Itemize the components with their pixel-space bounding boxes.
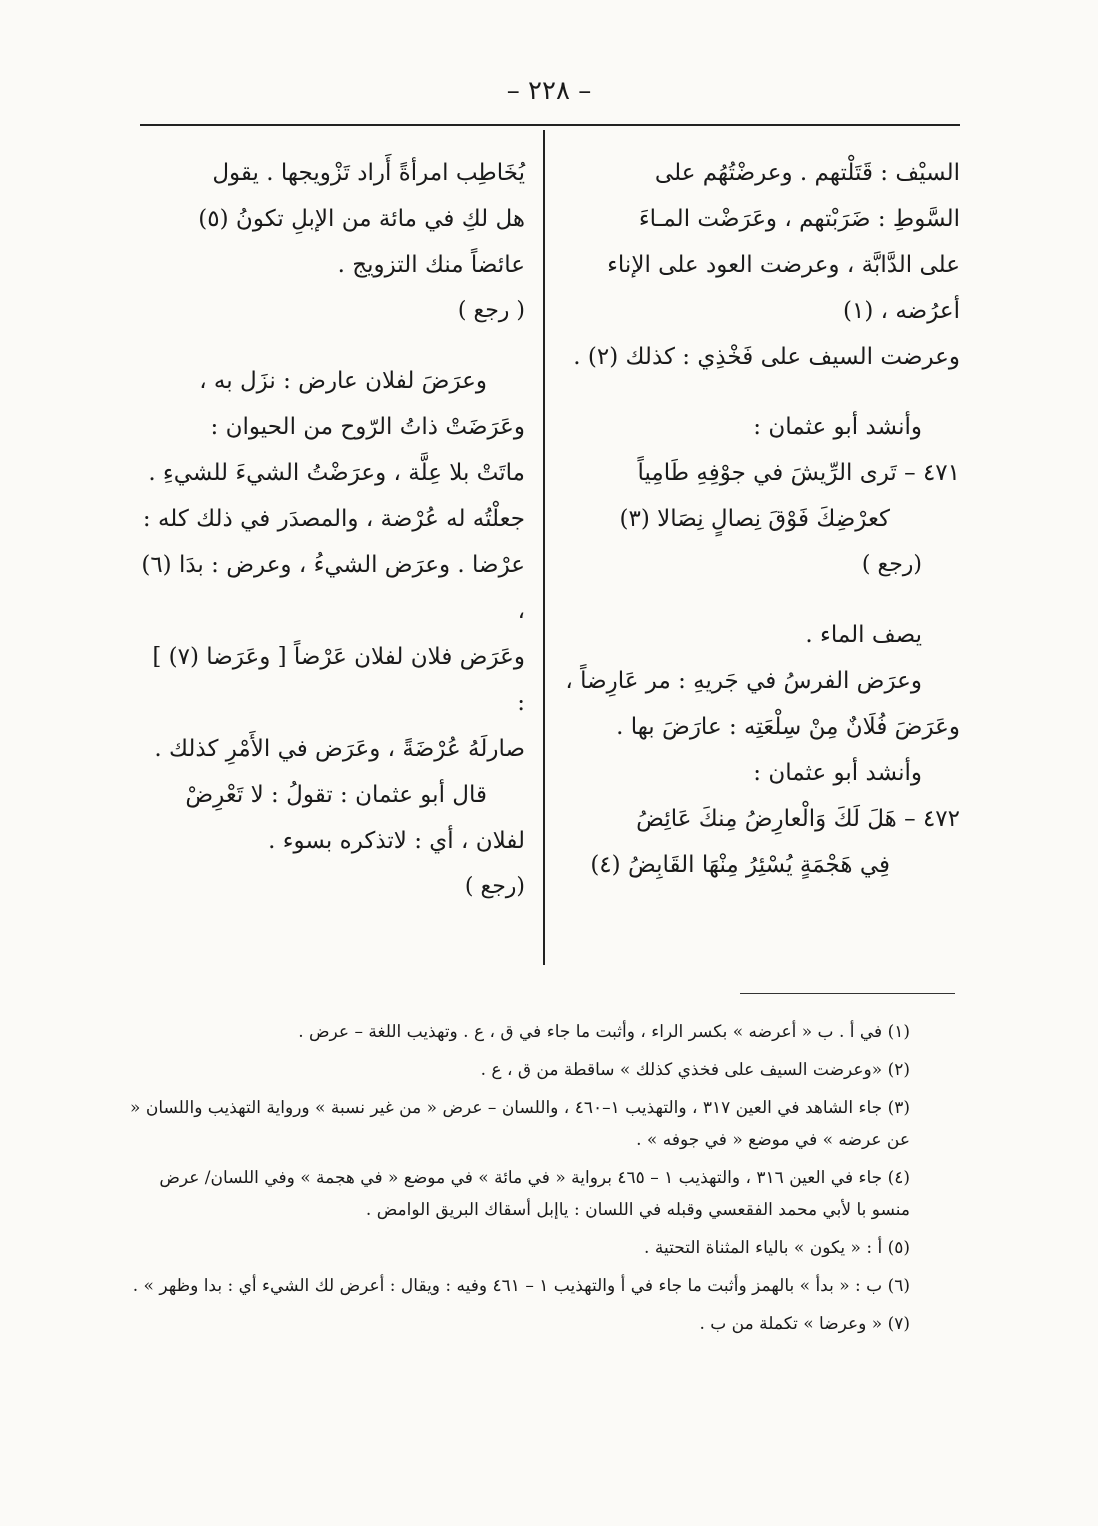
- text-line: هل لكِ في مائة من الإبلِ تكونُ (٥): [198, 206, 525, 232]
- text-line: ٤٧٢ – هَلَ لَكَ وَالْعارِضُ مِنكَ عَائِضُ: [636, 806, 960, 832]
- header-rule: [140, 124, 960, 126]
- spacer: [140, 334, 525, 358]
- page-number: – ٢٢٨ –: [506, 76, 592, 106]
- text-line: وعرَضَ لفلان عارض : نزَل به ،: [199, 368, 487, 394]
- text-line: ماتَتْ بلا عِلَّة ، وعرَضْتُ الشيءَ للشيءِ .: [148, 460, 525, 486]
- text-line: وعَرَض فلان لفلان عَرْضاً [ وعَرَضا (٧) ] :: [152, 644, 525, 716]
- footnote: (٧) « وعرضا » تكملة من ب .: [699, 1314, 910, 1334]
- footnote-rule: [740, 993, 955, 994]
- text-line: (رجع ): [464, 874, 525, 899]
- text-line: على الدَّابَّة ، وعرضت العود على الإناء أعرُضه ، (١): [607, 252, 960, 324]
- right-column: [565, 150, 960, 888]
- footnote: (٣) جاء الشاهد في العين ٣١٧ ، والتهذيب ١–٤٦٠ ، واللسان – عرض « من غير نسبة » ورواية التهذيب واللسان « عن عرضه » في موضع « في جوفه » .: [130, 1098, 910, 1150]
- text-line: وأنشد أبو عثمان :: [753, 760, 922, 786]
- text-line: السيْف : قَتَلْتهم . وعرضْتُهُم على: [654, 160, 960, 186]
- text-line: وأنشد أبو عثمان :: [753, 414, 922, 440]
- text-line: لفلان ، أي : لاتذكره بسوء .: [268, 828, 525, 854]
- left-column: [140, 150, 525, 910]
- footnote: (٥) أ : « يكون » بالياء المثناة التحتية .: [644, 1238, 910, 1258]
- text-line: ( رجع ): [457, 298, 525, 323]
- footnote: (٤) جاء في العين ٣١٦ ، والتهذيب ١ – ٤٦٥ برواية « في مائة » في موضع « في هجمة » وفي اللسان/ عرض منسو با لأبي محمد الفقعسي وقبله في اللسان : ياإبل أسقاك البريق الوامض .: [159, 1168, 910, 1220]
- text-line: عرْضا . وعرَض الشيءُ ، وعرض : بدَا (٦) ،: [141, 552, 525, 624]
- text-line: صارلَهُ عُرْضَةً ، وعَرَض في الأَمْرِ كذلك .: [154, 736, 525, 762]
- text-line: فِي هَجْمَةٍ يُسْئِرُ مِنْهَا القَابِضُ (٤): [590, 852, 890, 878]
- text-line: جعلْتُه له عُرْضة ، والمصدَر في ذلك كله :: [142, 506, 525, 532]
- spacer: [565, 588, 960, 612]
- column-divider: [543, 130, 545, 965]
- text-line: يصف الماء .: [805, 622, 922, 648]
- spacer: [565, 380, 960, 404]
- text-line: السَّوطِ : ضَرَبْتهم ، وعَرَضْت المـاءَ: [638, 206, 960, 232]
- footnote: (١) في أ . ب « أعرضه » بكسر الراء ، وأثبت ما جاء في ق ، ع . وتهذيب اللغة – عرض .: [298, 1022, 910, 1042]
- footnote: (٦) ب : « بدأ » بالهمز وأثبت ما جاء في أ والتهذيب ١ – ٤٦١ وفيه : ويقال : أعرض لك الشيء أي : بدا وظهر » .: [132, 1276, 910, 1296]
- text-line: كعرْضِكَ فَوْقَ نِصالٍ نِصَالا (٣): [619, 506, 890, 532]
- text-line: وعَرَضَ فُلَانٌ مِنْ سِلْعَتِه : عارَضَ بها .: [616, 714, 960, 740]
- text-line: ٤٧١ – تَرى الرِّيشَ في جوْفِهِ طَامِياً: [637, 460, 960, 486]
- footnotes: [130, 1016, 910, 1346]
- text-line: (رجع ): [861, 552, 922, 577]
- text-line: وعَرَضَتْ ذاتُ الرّوح من الحيوان :: [210, 414, 525, 440]
- text-line: عائضاً منك التزويج .: [337, 252, 525, 278]
- footnote: (٢) «وعرضت السيف على فخذي كذلك » ساقطة من ق ، ع .: [480, 1060, 910, 1080]
- text-line: قال أبو عثمان : تقولُ : لا تَعْرِضْ: [185, 782, 487, 808]
- text-line: وعرَض الفرسُ في جَريهِ : مر عَارِضاً ،: [565, 668, 922, 694]
- text-line: وعرضت السيف على فَخْذِي : كذلك (٢) .: [573, 344, 960, 370]
- text-line: يُخَاطِب امرأةً أَراد تَزْويجها . يقول: [212, 160, 525, 186]
